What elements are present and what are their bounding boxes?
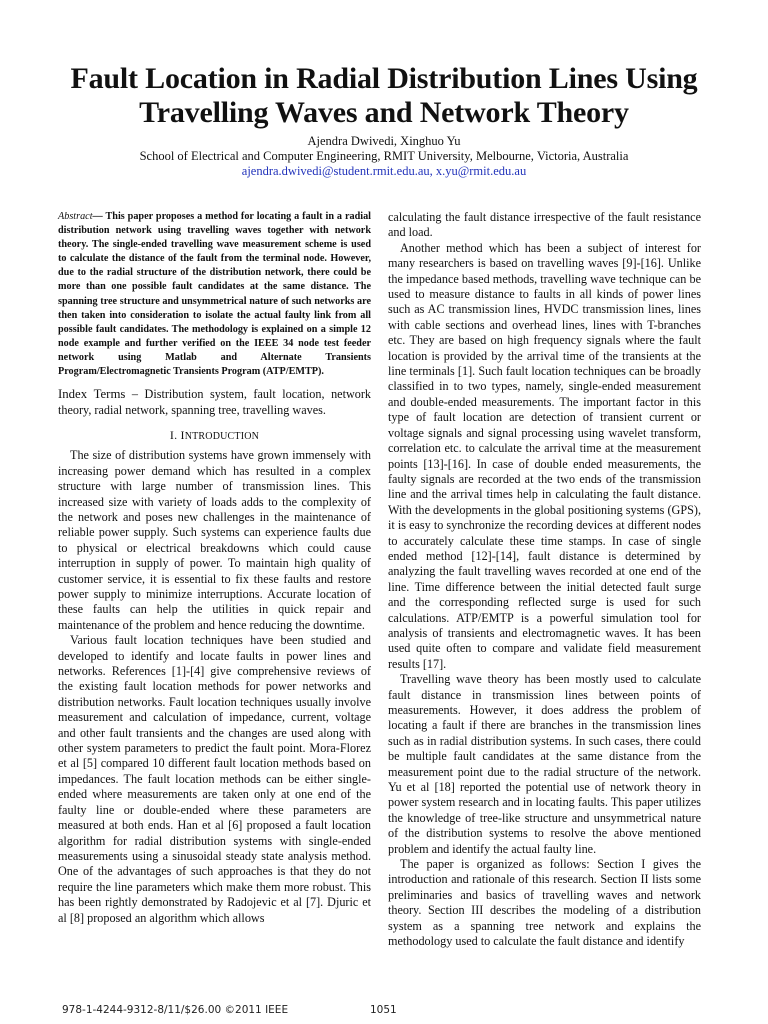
section-title-rest: NTRODUCTION bbox=[184, 430, 260, 442]
section-first-letter: I bbox=[180, 427, 185, 442]
authors: Ajendra Dwivedi, Xinghuo Yu bbox=[307, 134, 461, 148]
right-paragraph-organization: The paper is organized as follows: Section I gives the introduction and rationale of this research. Section II lists some preliminaries and basics of travelling waves and network theory. Section III describes the modeling of a distribution system as a spanning tree network and explains the methodology used to calculate the fault distance and identify bbox=[388, 857, 701, 949]
abstract bbox=[58, 210, 371, 379]
abstract-text: This paper proposes a method for locating a fault in a radial distribution network using travelling waves together with network theory. The single-ended travelling wave measurement scheme is used to calculate the distance of the fault from the terminal node. However, due to the radial structure of the distribution network, there could be more than one possible fault candidates at the same distance. The spanning tree structure and unsymmetrical nature of such networks are then taken into consideration to isolate the actual faulty link from all possible fault candidates. The methodology is explained on a simple 12 node example and further verified on the IEEE 34 node test feeder network using Matlab and Alternate Transients Program/Electromagnetic Transients Program (ATP/EMTP). bbox=[58, 211, 371, 378]
page-number: 1051 bbox=[370, 1004, 397, 1016]
intro-paragraph-2: Various fault location techniques have been studied and developed to identify and locate faults in power lines and networks. References [1]-[4] give comprehensive reviews of the existing fault location methods for power networks and distribution networks. Fault location techniques usually involve measurement and calculation of impedance, current, voltage and other fault transients and the changes are used along with other system parameters to predict the fault point. Mora-Florez et al [5] compared 10 different fault location methods based on impedances. The fault location methods can be either single-ended where measurements are taken only at one end of the faulty line or double-ended where these parameters are measured at both ends. Han et al [6] proposed a fault location algorithm for radial distribution systems with single-ended measurements using a sinusoidal steady state analysis method. One of the advantages of such approaches is that they do not require the line parameters which make them more robust. This has been rightly demonstrated by Radojevic et al [7]. Djuric et al [8] proposed an algorithm which allows bbox=[58, 633, 371, 925]
paper-title bbox=[40, 62, 728, 130]
index-terms-label: Index Terms bbox=[58, 387, 126, 402]
section-heading-introduction bbox=[58, 428, 371, 444]
abstract-dash: — bbox=[92, 211, 106, 222]
title-line-2: Travelling Waves and Network Theory bbox=[139, 96, 629, 129]
right-paragraph-travelling-waves: Another method which has been a subject of interest for many researchers is based on travelling waves [9]-[16]. Unlike the impedance based methods, travelling wave technique can be used to measure distance to faults in all kinds of power lines such as AC transmission lines, HVDC transmission lines, lines with cable sections and overhead lines, lines with T-branches etc. They are based on high frequency signals where the fault location is provided by the arrival time of the transients at the line terminals [1]. Such fault location techniques can be broadly classified in to two types, namely, single-ended measurement and double-ended measurements. The important factor in this type of fault location are detection of transient current or voltage signals and signal processing using wavelet transform, correlation etc. to calculate the arrival time at the measurement points [13]-[16]. In case of double ended measurements, the faulty signals are recorded at the two ends of the transmission line and the arrival times help in calculating the fault distance. With the developments in the global positioning systems (GPS), it is easy to synchronize the recording devices at different nodes to accurately calculate these time stamps. In case of single ended method [12]-[14], fault distance is determined by analyzing the fault travelling waves recorded at one end of the line. Time difference between the initial detected fault surge and the corresponding reflected surge is used for such calculations. ATP/EMTP is a powerful simulation tool for analysis of transients and electromagnetic waves. It has been used quite often to compare and validate field measurement results [17]. bbox=[388, 240, 701, 671]
affiliation: School of Electrical and Computer Engineering, RMIT University, Melbourne, Victoria, Australia bbox=[139, 149, 629, 163]
index-terms-text: – Distribution system, fault location, network theory, radial network, spanning tree, travelling waves. bbox=[58, 387, 372, 417]
right-column bbox=[388, 210, 701, 950]
abstract-label: Abstract bbox=[58, 211, 93, 222]
right-paragraph-network-theory: Travelling wave theory has been mostly used to calculate fault distance in transmission lines between points of measurements. However, it does address the problem of locating a fault if there are branches in the transmission lines such as in radial distribution systems. In such cases, there could be multiple fault candidates at the same distance from the measurement point due to the radial structure of the network. Yu et al [18] reported the potential use of network theory in power system research and in locating faults. This paper utilizes the knowledge of tree-like structure and unsymmetrical nature of the distribution systems to resolve the above mentioned problem and identify the actual faulty line. bbox=[388, 672, 701, 856]
author-emails[interactable]: ajendra.dwivedi@student.rmit.edu.au, x.yu@rmit.edu.au bbox=[241, 164, 527, 178]
copyright-footer: 978-1-4244-9312-8/11/$26.00 ©2011 IEEE bbox=[62, 1004, 289, 1016]
title-line-1: Fault Location in Radial Distribution Lines Using bbox=[70, 62, 698, 95]
right-paragraph-continuation: calculating the fault distance irrespective of the fault resistance and load. bbox=[388, 210, 701, 240]
left-column bbox=[58, 210, 371, 926]
section-numeral: I. bbox=[169, 427, 181, 442]
intro-paragraph-1: The size of distribution systems have grown immensely with increasing power demand which has resulted in a complex structure with large number of transmission lines. This increased size with variety of loads adds to the complexity of the network and poses new challenges in the maintenance of reliable power supply. Such systems can experience faults due to physical or electrical breakdowns which could cause interruption in supply of power. To maintain high quality of customer service, it is essential to fix these faults and restore power supply to minimize interruptions. Accurate location of these faults can help the utilities in quick repair and maintenance of the problem and hence reducing the downtime. bbox=[58, 448, 371, 632]
index-terms bbox=[58, 387, 371, 418]
